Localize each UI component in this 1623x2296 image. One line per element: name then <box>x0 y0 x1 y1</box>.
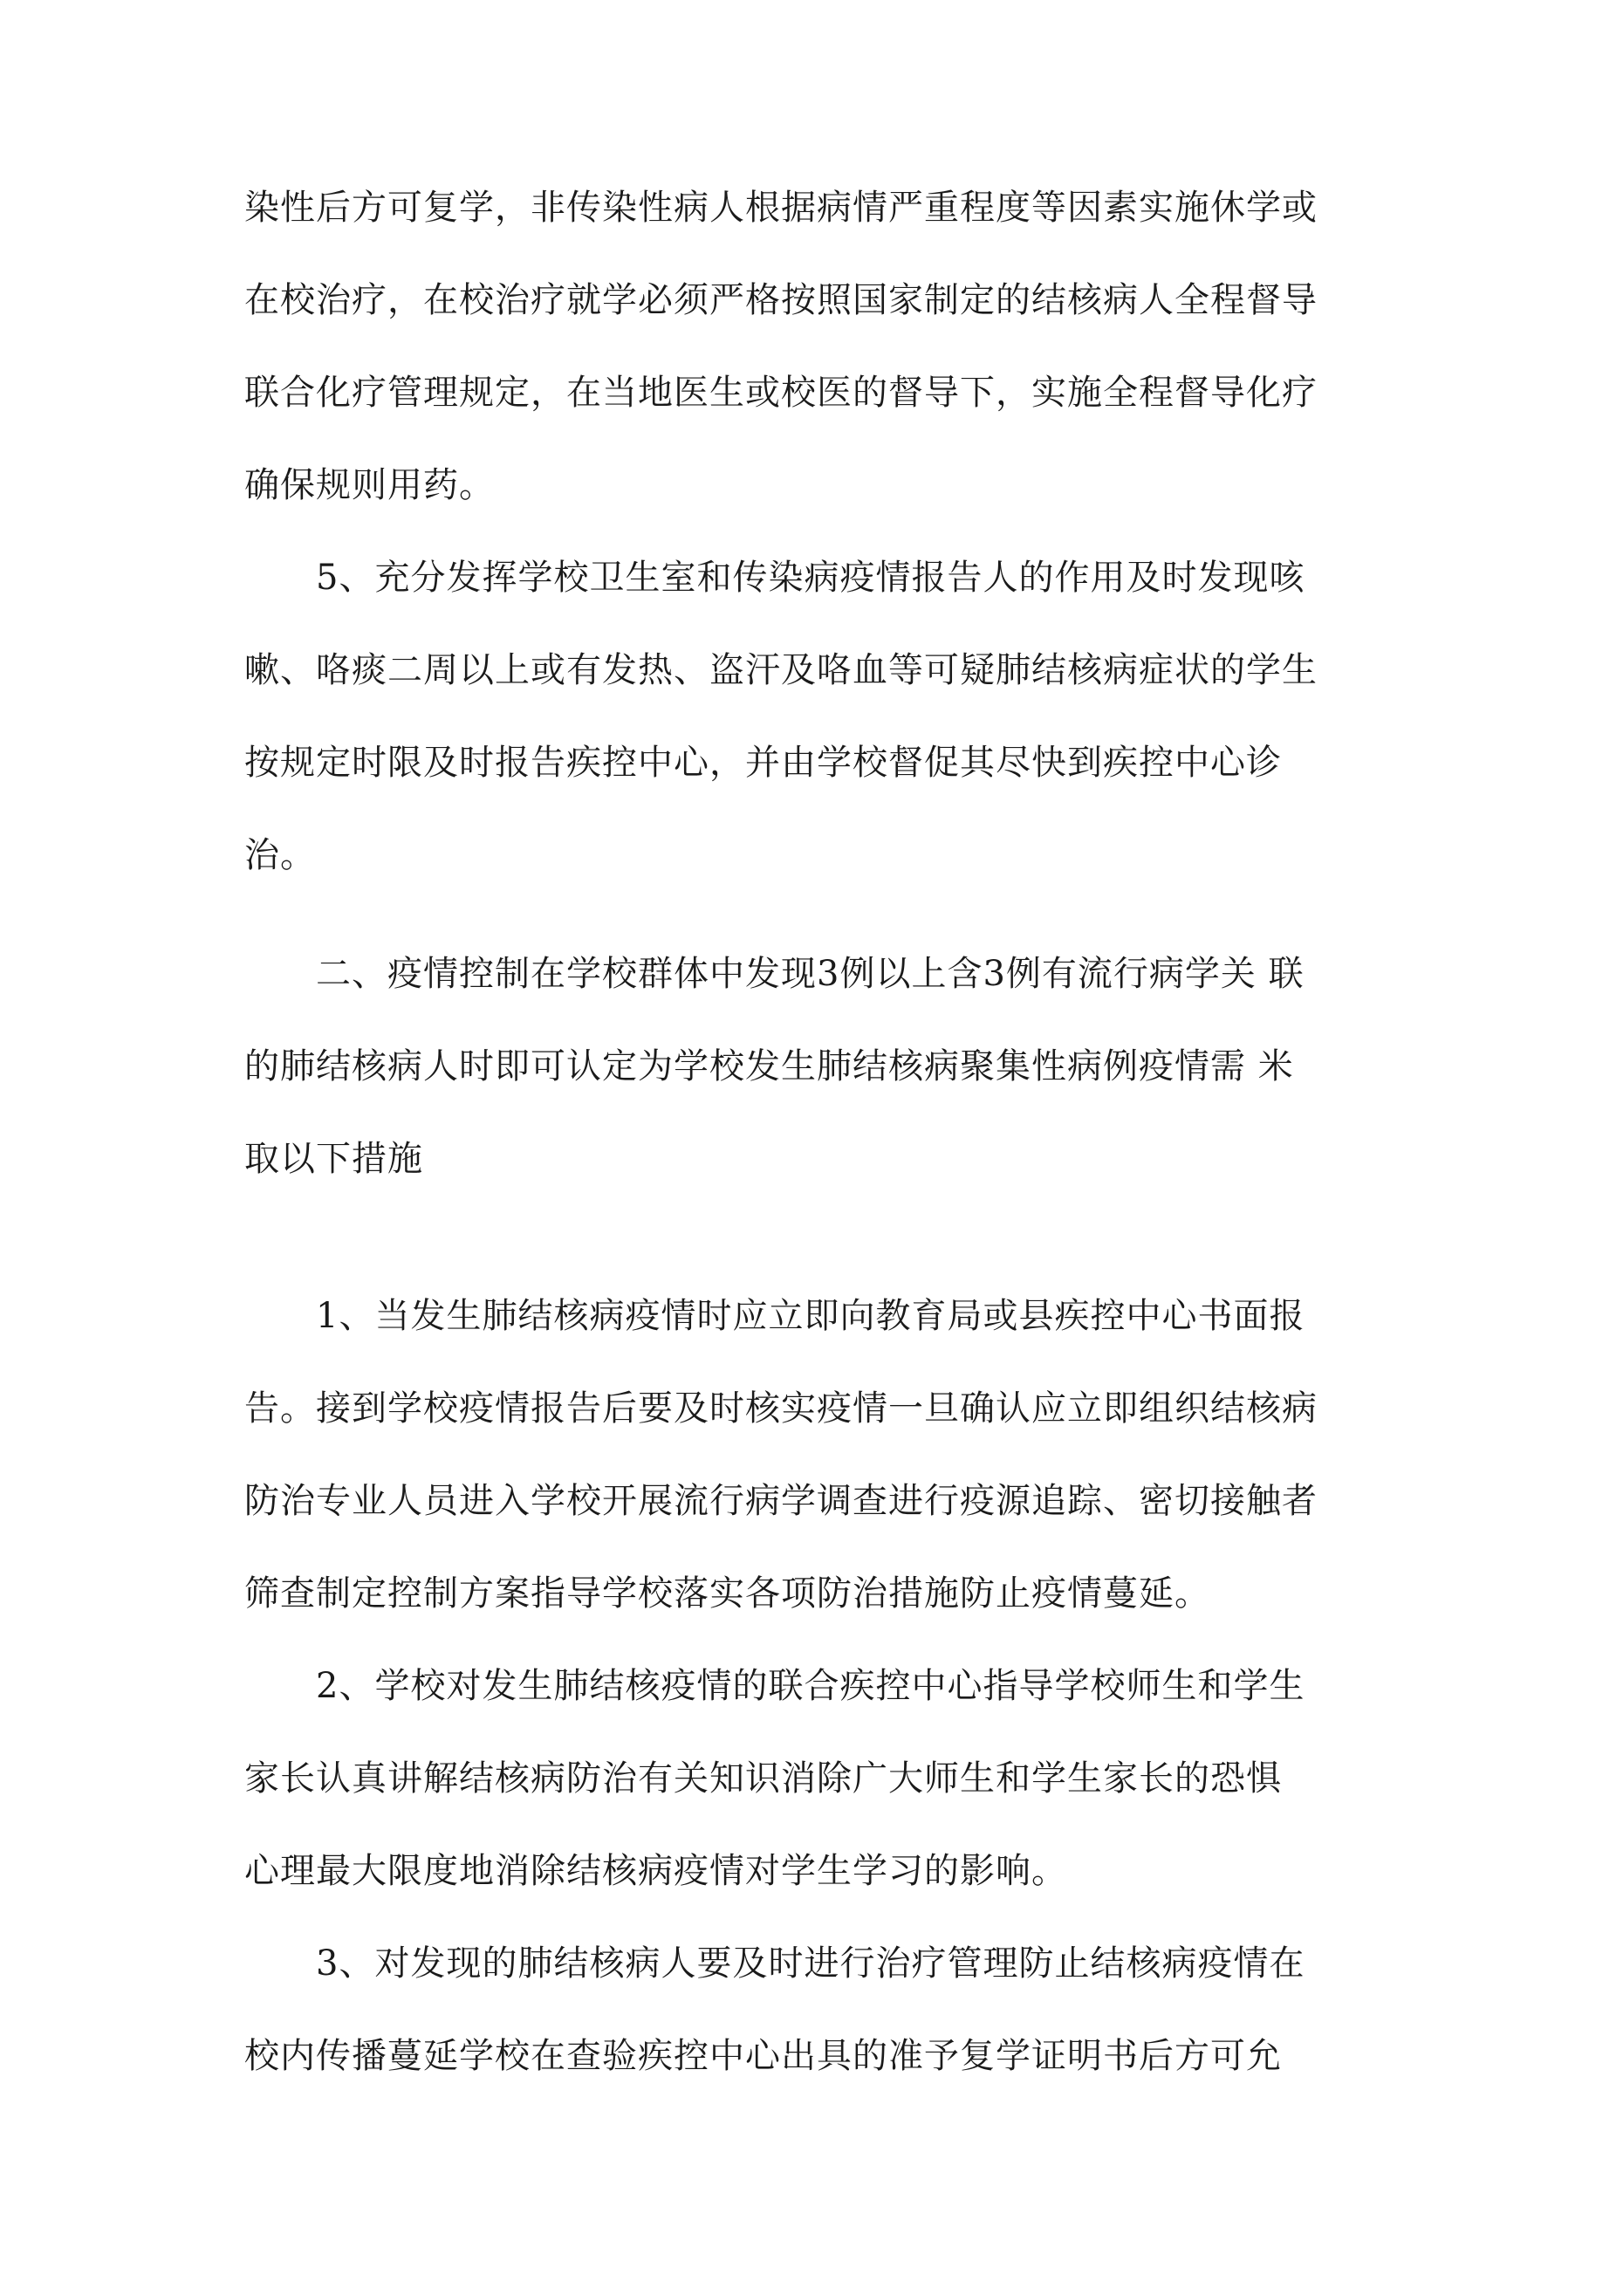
paragraph-4-line-2: 告。接到学校疫情报告后要及时核实疫情一旦确认应立即组织结核病 <box>244 1388 1318 1429</box>
paragraph-2-line-3: 按规定时限及时报告疾控中心，并由学校督促其尽快到疾控中心诊 <box>244 743 1282 783</box>
paragraph-4-line-4: 筛查制定控制方案指导学校落实各项防治措施防止疫情蔓延。 <box>244 1573 1210 1614</box>
paragraph-3-line-3: 取以下措施 <box>244 1139 423 1179</box>
paragraph-4-line-3: 防治专业人员进入学校开展流行病学调查进行疫源追踪、密切接触者 <box>244 1481 1318 1521</box>
paragraph-6-line-2: 校内传播蔓延学校在查验疾控中心出具的准予复学证明书后方可允 <box>244 2036 1282 2076</box>
paragraph-1-line-3: 联合化疗管理规定，在当地医生或校医的督导下，实施全程督导化疗 <box>244 373 1318 413</box>
paragraph-5-line-2: 家长认真讲解结核病防治有关知识消除广大师生和学生家长的恐惧 <box>244 1758 1282 1799</box>
paragraph-3-line-1: 二、疫情控制在学校群体中发现3例以上含3例有流行病学关 联 <box>316 954 1305 994</box>
paragraph-5-line-1: 2、学校对发生肺结核疫情的联合疾控中心指导学校师生和学生 <box>316 1666 1305 1706</box>
paragraph-4-line-1: 1、当发生肺结核病疫情时应立即向教育局或县疾控中心书面报 <box>316 1296 1305 1336</box>
paragraph-5-line-3: 心理最大限度地消除结核病疫情对学生学习的影响。 <box>244 1851 1067 1891</box>
paragraph-1-line-1: 染性后方可复学，非传染性病人根据病情严重程度等因素实施休学或 <box>244 188 1318 228</box>
paragraph-2-line-1: 5、充分发挥学校卫生室和传染病疫情报告人的作用及时发现咳 <box>316 558 1305 598</box>
paragraph-1-line-4: 确保规则用药。 <box>244 465 495 505</box>
paragraph-2-line-4: 治。 <box>244 835 316 875</box>
paragraph-6-line-1: 3、对发现的肺结核病人要及时进行治疗管理防止结核病疫情在 <box>316 1943 1305 1984</box>
paragraph-3-line-2: 的肺结核病人时即可认定为学校发生肺结核病聚集性病例疫情需 米 <box>244 1046 1294 1086</box>
paragraph-1-line-2: 在校治疗，在校治疗就学必须严格按照国家制定的结核病人全程督导 <box>244 280 1318 320</box>
paragraph-2-line-2: 嗽、咯痰二周以上或有发热、盗汗及咯血等可疑肺结核病症状的学生 <box>244 650 1318 690</box>
